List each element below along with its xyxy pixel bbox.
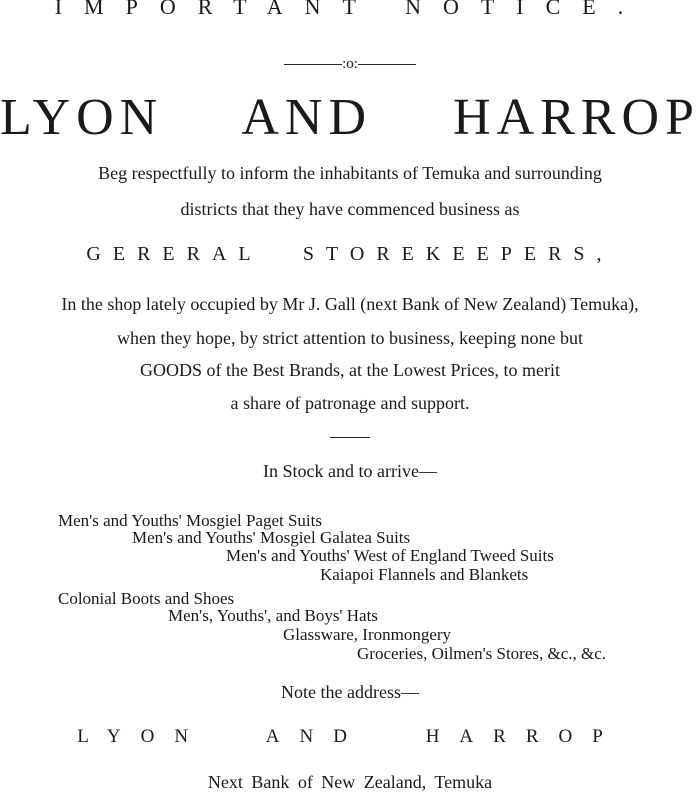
stock-heading: In Stock and to arrive—: [263, 461, 437, 481]
firm-name-footer: LYON AND HARROP: [77, 726, 623, 747]
ornamental-divider: [0, 56, 700, 73]
shop-line-1: In the shop lately occupied by Mr J. Gall (next Bank of New Zealand) Temuka),: [61, 294, 639, 314]
intro-line-1: Beg respectfully to inform the inhabitants of Temuka and surrounding: [98, 163, 602, 183]
stock-item: Men's, Youths', and Boys' Hats: [168, 606, 378, 625]
address-line: Next Bank of New Zealand, Temuka: [207, 772, 493, 792]
address-note: Note the address—: [281, 682, 419, 702]
notice-heading: IMPORTANT NOTICE.: [54, 0, 646, 19]
stock-item: Men's and Youths' West of England Tweed Suits: [226, 546, 554, 565]
stock-item: Glassware, Ironmongery: [283, 625, 452, 644]
firm-name-title: LYON AND HARROP: [0, 89, 700, 146]
shop-line-2: when they hope, by strict attention to business, keeping none but: [117, 328, 583, 348]
stock-item: Colonial Boots and Shoes: [58, 589, 235, 608]
intro-line-2: districts that they have commenced business as: [180, 199, 520, 219]
divider-mark: :o:: [342, 56, 358, 72]
shop-line-3: GOODS of the Best Brands, at the Lowest Prices, to merit: [140, 360, 560, 380]
stock-item: Men's and Youths' Mosgiel Galatea Suits: [132, 528, 411, 547]
stock-item: Men's and Youths' Mosgiel Paget Suits: [58, 511, 322, 530]
shop-line-4: a share of patronage and support.: [230, 393, 470, 413]
divider-rule-right: [358, 64, 416, 65]
section-rule: [330, 437, 370, 438]
trade-title: GERERAL STOREKEEPERS,: [86, 243, 614, 265]
divider-rule-left: [284, 64, 342, 65]
stock-item: Kaiapoi Flannels and Blankets: [320, 565, 529, 584]
stock-item: Groceries, Oilmen's Stores, &c., &c.: [357, 644, 607, 663]
